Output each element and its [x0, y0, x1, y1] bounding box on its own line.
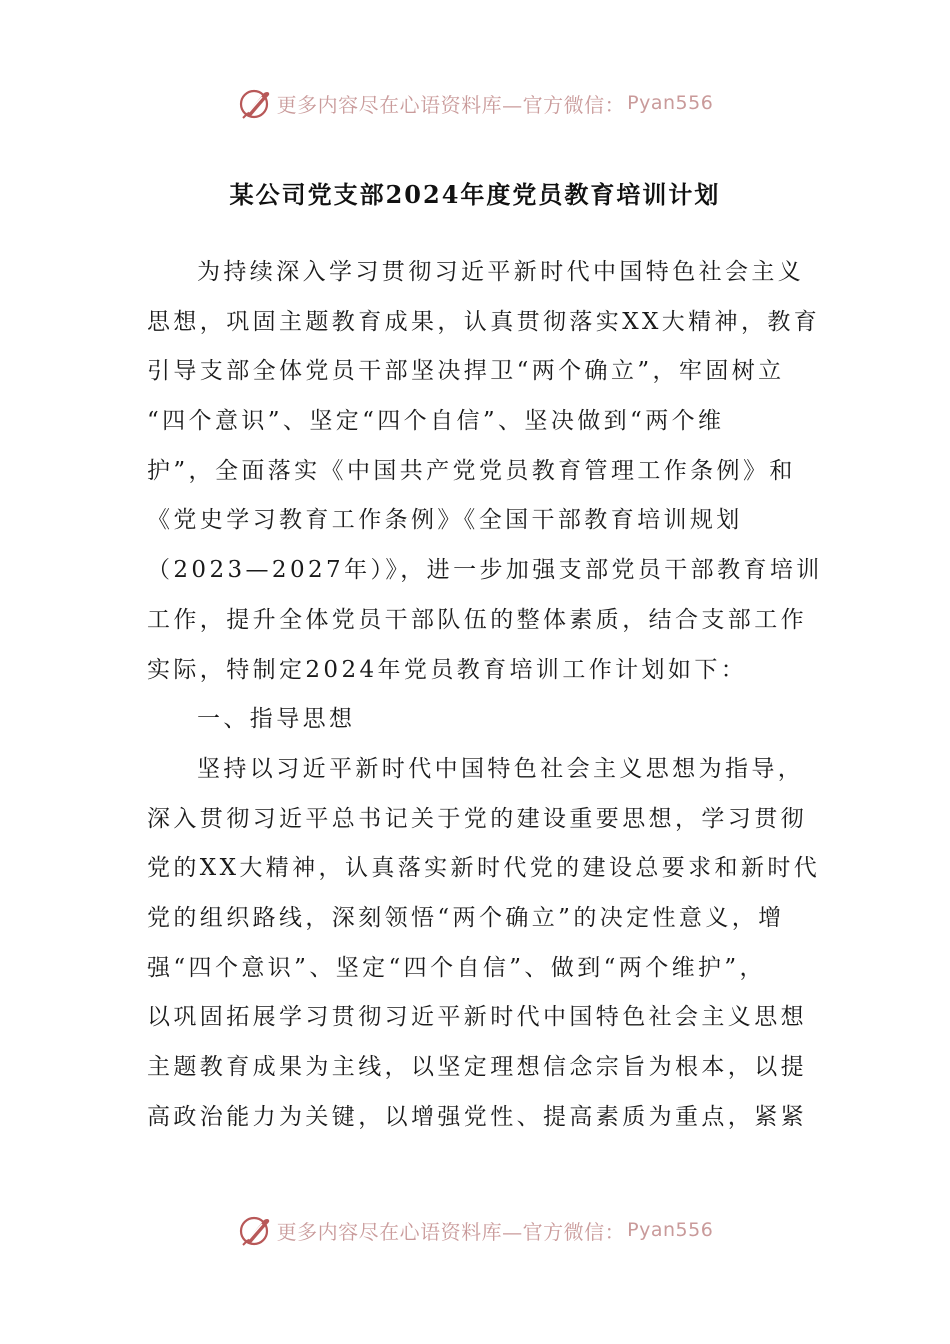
- paragraph-line: 思想，巩固主题教育成果，认真贯彻落实XX大精神，教育: [147, 308, 821, 335]
- paragraph-line: 《党史学习教育工作条例》《全国干部教育培训规划: [147, 507, 743, 534]
- document-title: 某公司党支部2024年度党员教育培训计划: [229, 180, 721, 209]
- footer-watermark: [0, 1210, 950, 1250]
- paragraph-line: 深入贯彻习近平总书记关于党的建设重要思想，学习贯彻: [147, 805, 807, 832]
- paragraph-line: 工作，提升全体党员干部队伍的整体素质，结合支部工作: [147, 606, 807, 633]
- paragraph-line: 主题教育成果为主线，以坚定理想信念宗旨为根本，以提: [147, 1054, 807, 1080]
- paragraph-line: “四个意识”、坚定“四个自信”、坚决做到“两个维: [147, 408, 725, 435]
- watermark-text: 更多内容尽在心语资料库—官方微信：: [276, 92, 626, 117]
- paragraph-line: 引导支部全体党员干部坚决捍卫“两个确立”，牢固树立: [147, 358, 785, 385]
- paragraph-line: 坚持以习近平新时代中国特色社会主义思想为指导，: [197, 755, 805, 782]
- paragraph-line: 为持续深入学习贯彻习近平新时代中国特色社会主义: [197, 259, 805, 285]
- paragraph-line: 强“四个意识”、坚定“四个自信”、做到“两个维护”，: [147, 954, 766, 981]
- paragraph-line: 高政治能力为关键，以增强党性、提高素质为重点，紧紧: [147, 1103, 807, 1130]
- watermark-wechat-id: Pyan556: [627, 92, 714, 114]
- header-watermark: [0, 83, 950, 123]
- paragraph-line: （2023—2027年）》，进一步加强支部党员干部教育培训: [147, 557, 823, 584]
- paragraph-line: 以巩固拓展学习贯彻习近平新时代中国特色社会主义思想: [147, 1004, 807, 1031]
- quill-pen-logo-icon: [237, 1212, 273, 1248]
- watermark-wechat-id: Pyan556: [627, 1219, 714, 1241]
- paragraph-line: 党的XX大精神，认真落实新时代党的建设总要求和新时代: [147, 855, 821, 882]
- paragraph-line: 护”，全面落实《中国共产党党员教育管理工作条例》和: [147, 457, 796, 484]
- quill-pen-logo-icon: [237, 85, 273, 121]
- paragraph-line: 党的组织路线，深刻领悟“两个确立”的决定性意义，增: [147, 904, 785, 931]
- watermark-text: 更多内容尽在心语资料库—官方微信：: [276, 1219, 626, 1244]
- paragraph-line: 实际，特制定2024年党员教育培训工作计划如下：: [147, 656, 748, 683]
- document-body: [147, 248, 823, 1142]
- section-heading: 一、指导思想: [197, 706, 356, 733]
